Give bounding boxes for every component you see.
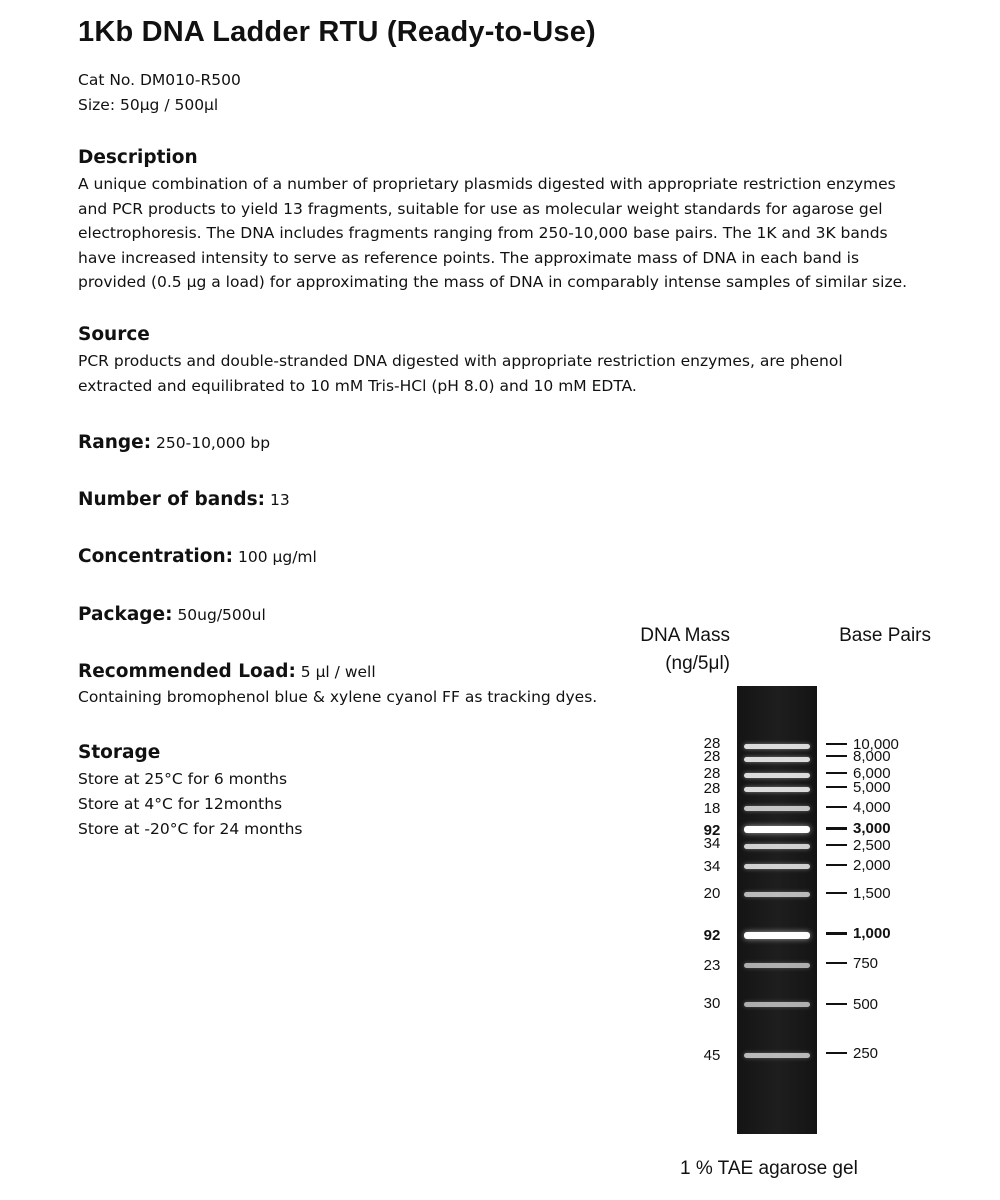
band-size-label	[826, 821, 891, 836]
band-size-text: 5,000	[853, 779, 891, 796]
band-size-label	[826, 838, 891, 853]
bands-value: 13	[269, 491, 290, 509]
band-mass-label: 30	[703, 995, 721, 1012]
source-line: extracted and equilibrated to 10 mM Tris-HCl (pH 8.0) and 10 mM EDTA.	[78, 376, 637, 395]
load-label: Recommended Load:	[78, 661, 296, 682]
gel-band	[744, 787, 810, 792]
band-mass-label: 18	[703, 800, 721, 817]
band-size-text: 3,000	[853, 820, 891, 837]
band-mass-label: 92	[703, 927, 721, 944]
band-mass-label: 28	[703, 780, 721, 797]
band-size-label	[826, 749, 891, 764]
band-marker-dash	[826, 844, 847, 846]
band-size-text: 2,000	[853, 857, 891, 874]
gel-band	[744, 826, 810, 833]
band-marker-dash	[826, 786, 847, 788]
source-heading: Source	[78, 324, 150, 345]
gel-band	[744, 892, 810, 897]
band-size-label	[826, 1046, 878, 1061]
range-value: 250-10,000 bp	[156, 434, 271, 452]
concentration-row	[78, 545, 317, 570]
mass-header-unit: (ng/5μl)	[665, 653, 730, 674]
description-heading: Description	[78, 147, 198, 168]
band-size-label	[826, 780, 891, 795]
band-size-text: 6,000	[853, 765, 891, 782]
concentration-value: 100 μg/ml	[238, 548, 317, 566]
gel-band	[744, 806, 810, 811]
package-label: Package:	[78, 604, 173, 625]
band-mass-label: 28	[703, 748, 721, 765]
band-size-text: 750	[853, 955, 879, 972]
band-size-text: 500	[853, 996, 879, 1013]
description-line: and PCR products to yield 13 fragments, suitable for use as molecular weight standards for agarose gel	[78, 199, 883, 218]
range-label: Range:	[78, 432, 152, 453]
band-marker-dash	[826, 864, 847, 866]
gel-band	[744, 1053, 810, 1058]
band-marker-dash	[826, 755, 847, 757]
description-line: A unique combination of a number of proprietary plasmids digested with appropriate restriction enzymes	[78, 175, 896, 193]
storage-heading: Storage	[78, 742, 161, 763]
product-size: Size: 50μg / 500μl	[78, 96, 219, 114]
band-size-label	[826, 956, 878, 971]
band-size-label	[826, 997, 878, 1012]
band-marker-dash	[826, 892, 847, 894]
bands-row	[78, 488, 290, 513]
gel-band	[744, 864, 810, 869]
storage-line: Store at -20°C for 24 months	[78, 820, 303, 838]
gel-caption: 1 % TAE agarose gel	[680, 1158, 858, 1179]
band-mass-label: 45	[703, 1047, 721, 1064]
band-marker-dash	[826, 827, 847, 830]
gel-lane	[737, 686, 817, 1134]
band-size-text: 1,000	[853, 925, 891, 942]
band-marker-dash	[826, 1052, 847, 1054]
storage-line: Store at 4°C for 12months	[78, 795, 283, 813]
gel-band	[744, 932, 810, 939]
band-size-label	[826, 926, 891, 941]
description-line: provided (0.5 μg a load) for approximating the mass of DNA in comparably intense samples of similar size.	[78, 273, 908, 291]
range-row	[78, 431, 270, 456]
load-row	[78, 660, 376, 685]
band-size-label	[826, 858, 891, 873]
band-size-label	[826, 800, 891, 815]
tracking-dye-note: Containing bromophenol blue & xylene cyanol FF as tracking dyes.	[78, 688, 598, 706]
band-size-text: 250	[853, 1045, 879, 1062]
gel-band	[744, 744, 810, 749]
band-marker-dash	[826, 806, 847, 808]
band-marker-dash	[826, 962, 847, 964]
band-mass-label: 28	[703, 735, 721, 752]
bands-label: Number of bands:	[78, 489, 266, 510]
description-text	[78, 172, 938, 295]
package-row	[78, 603, 266, 628]
package-value: 50ug/500ul	[177, 606, 266, 624]
mass-header-line: DNA Mass	[640, 625, 730, 646]
base-pairs-header: Base Pairs	[839, 625, 931, 646]
load-value: 5 μl / well	[300, 663, 376, 681]
band-size-text: 10,000	[853, 736, 899, 753]
band-size-label	[826, 886, 891, 901]
source-text	[78, 349, 938, 398]
source-line: PCR products and double-stranded DNA digested with appropriate restriction enzymes, are phenol	[78, 352, 843, 370]
band-size-text: 8,000	[853, 748, 891, 765]
concentration-label: Concentration:	[78, 546, 234, 567]
band-mass-label: 92	[703, 822, 721, 839]
band-size-text: 1,500	[853, 885, 891, 902]
document-title: 1Kb DNA Ladder RTU (Ready-to-Use)	[78, 16, 596, 48]
description-line: electrophoresis. The DNA includes fragments ranging from 250-10,000 base pairs. The 1K and 3K bands	[78, 224, 888, 242]
band-size-text: 2,500	[853, 837, 891, 854]
gel-band	[744, 773, 810, 778]
description-line: have increased intensity to serve as reference points. The approximate mass of DNA in each band is	[78, 248, 860, 267]
gel-band	[744, 844, 810, 849]
gel-band	[744, 1002, 810, 1007]
mass-header	[600, 622, 730, 678]
band-size-text: 4,000	[853, 799, 891, 816]
band-marker-dash	[826, 932, 847, 935]
gel-band	[744, 757, 810, 762]
catalog-number: Cat No. DM010-R500	[78, 71, 241, 89]
gel-band	[744, 963, 810, 968]
band-marker-dash	[826, 743, 847, 745]
band-marker-dash	[826, 1003, 847, 1005]
band-mass-label: 34	[703, 858, 721, 875]
band-mass-label: 28	[703, 765, 721, 782]
band-mass-label: 20	[703, 885, 721, 902]
band-mass-label: 34	[703, 835, 721, 852]
band-marker-dash	[826, 772, 847, 774]
storage-line: Store at 25°C for 6 months	[78, 770, 288, 788]
band-mass-label: 23	[703, 957, 721, 974]
